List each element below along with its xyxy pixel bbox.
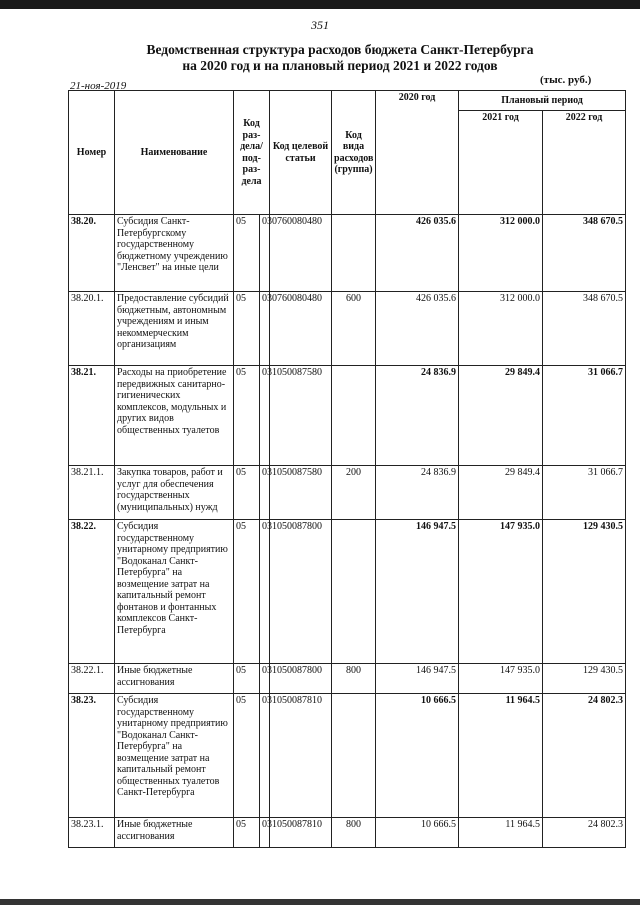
header-2020: 2020 год <box>376 91 459 215</box>
row-2022: 129 430.5 <box>543 520 626 664</box>
row-2020: 24 836.9 <box>376 366 459 466</box>
row-2020: 426 035.6 <box>376 215 459 292</box>
row-2022: 129 430.5 <box>543 664 626 694</box>
row-2021: 11 964.5 <box>459 818 543 848</box>
row-section: 05 <box>234 292 260 366</box>
row-2022: 24 802.3 <box>543 818 626 848</box>
row-number: 38.22. <box>69 520 115 664</box>
units-label: (тыс. руб.) <box>540 74 592 86</box>
title-line-1: Ведомственная структура расходов бюджета Санкт-Петербурга <box>146 42 534 57</box>
row-name: Субсидия государственному унитарному предприятию "Водоканал Санкт-Петербурга" на возмещение затрат на капитальный ремонт общественных туалетов Санкт-Петербурга <box>115 694 234 818</box>
row-subsection: 03 <box>260 520 270 664</box>
table-row <box>69 694 626 818</box>
row-type: 800 <box>332 818 376 848</box>
row-subsection: 03 <box>260 664 270 694</box>
top-scan-bar <box>0 0 640 9</box>
row-type: 200 <box>332 466 376 520</box>
row-2022: 348 670.5 <box>543 292 626 366</box>
row-target: 1050087800 <box>270 520 332 664</box>
row-2022: 31 066.7 <box>543 366 626 466</box>
header-2022: 2022 год <box>543 111 626 215</box>
row-2020: 10 666.5 <box>376 694 459 818</box>
table-row <box>69 466 626 520</box>
row-target: 0760080480 <box>270 292 332 366</box>
row-number: 38.22.1. <box>69 664 115 694</box>
row-subsection: 03 <box>260 292 270 366</box>
row-number: 38.20.1. <box>69 292 115 366</box>
row-target: 1050087580 <box>270 466 332 520</box>
row-subsection: 03 <box>260 366 270 466</box>
row-section: 05 <box>234 366 260 466</box>
row-2020: 146 947.5 <box>376 664 459 694</box>
document-date: 21-ноя-2019 <box>70 80 127 92</box>
row-section: 05 <box>234 818 260 848</box>
row-target: 1050087580 <box>270 366 332 466</box>
table-row <box>69 215 626 292</box>
row-2021: 312 000.0 <box>459 292 543 366</box>
row-2021: 147 935.0 <box>459 664 543 694</box>
budget-table <box>68 90 626 848</box>
row-type <box>332 520 376 664</box>
table-row <box>69 366 626 466</box>
row-2021: 29 849.4 <box>459 366 543 466</box>
row-target: 1050087810 <box>270 694 332 818</box>
row-subsection: 03 <box>260 215 270 292</box>
row-number: 38.21.1. <box>69 466 115 520</box>
row-type <box>332 694 376 818</box>
table-row <box>69 664 626 694</box>
header-name: Наименование <box>115 91 234 215</box>
row-subsection: 03 <box>260 818 270 848</box>
title-line-2: на 2020 год и на плановый период 2021 и 2022 годов <box>182 58 498 73</box>
row-2022: 24 802.3 <box>543 694 626 818</box>
row-2020: 24 836.9 <box>376 466 459 520</box>
row-section: 05 <box>234 520 260 664</box>
row-target: 1050087800 <box>270 664 332 694</box>
table-row <box>69 292 626 366</box>
row-subsection: 03 <box>260 694 270 818</box>
table-row <box>69 520 626 664</box>
row-number: 38.23. <box>69 694 115 818</box>
row-name: Расходы на приобретение передвижных санитарно-гигиенических комплексов, модульных и других видов общественных туалетов <box>115 366 234 466</box>
row-2021: 147 935.0 <box>459 520 543 664</box>
bottom-scan-bar <box>0 899 640 905</box>
row-section: 05 <box>234 215 260 292</box>
row-target: 0760080480 <box>270 215 332 292</box>
row-name: Закупка товаров, работ и услуг для обеспечения государственных (муниципальных) нужд <box>115 466 234 520</box>
row-target: 1050087810 <box>270 818 332 848</box>
row-subsection: 03 <box>260 466 270 520</box>
header-number: Номер <box>69 91 115 215</box>
header-2021: 2021 год <box>459 111 543 215</box>
row-number: 38.20. <box>69 215 115 292</box>
row-section: 05 <box>234 694 260 818</box>
row-2021: 312 000.0 <box>459 215 543 292</box>
row-name: Иные бюджетные ассигнования <box>115 664 234 694</box>
header-section: Код раз-дела/ под-раз-дела <box>234 91 270 215</box>
row-2020: 146 947.5 <box>376 520 459 664</box>
row-section: 05 <box>234 664 260 694</box>
row-2022: 348 670.5 <box>543 215 626 292</box>
row-section: 05 <box>234 466 260 520</box>
header-type: Код вида расходов (группа) <box>332 91 376 215</box>
page-number: 351 <box>311 18 329 32</box>
row-2022: 31 066.7 <box>543 466 626 520</box>
row-2021: 11 964.5 <box>459 694 543 818</box>
row-name: Иные бюджетные ассигнования <box>115 818 234 848</box>
document-title <box>30 42 640 74</box>
row-number: 38.23.1. <box>69 818 115 848</box>
table-row <box>69 818 626 848</box>
row-2021: 29 849.4 <box>459 466 543 520</box>
row-2020: 10 666.5 <box>376 818 459 848</box>
header-planned: Плановый период <box>459 91 626 111</box>
row-name: Предоставление субсидий бюджетным, автономным учреждениям и иным некоммерческим организациям <box>115 292 234 366</box>
row-type <box>332 366 376 466</box>
header-target: Код целевой статьи <box>270 91 332 215</box>
row-type <box>332 215 376 292</box>
row-type: 600 <box>332 292 376 366</box>
row-name: Субсидия государственному унитарному предприятию "Водоканал Санкт-Петербурга" на возмещение затрат на капитальный ремонт фонтанов и фонтанных комплексов Санкт-Петербурга <box>115 520 234 664</box>
row-2020: 426 035.6 <box>376 292 459 366</box>
row-name: Субсидия Санкт-Петербургскому государственному бюджетному учреждению "Ленсвет" на иные цели <box>115 215 234 292</box>
row-type: 800 <box>332 664 376 694</box>
row-number: 38.21. <box>69 366 115 466</box>
